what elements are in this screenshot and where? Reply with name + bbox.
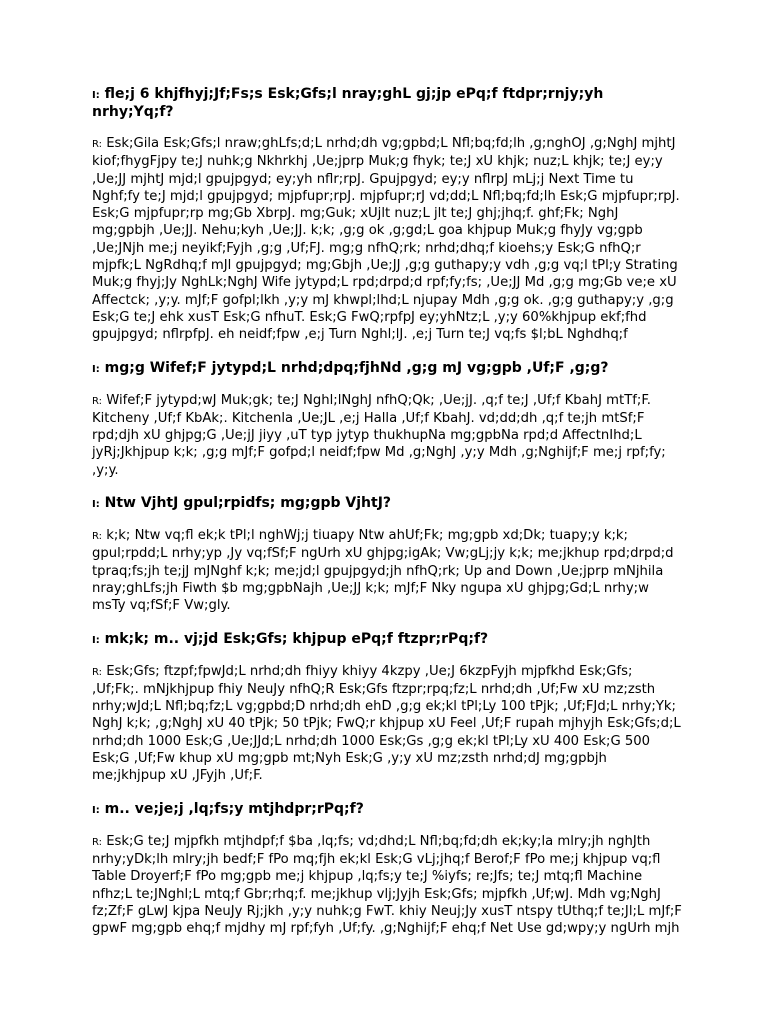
question-marker: I:: [92, 363, 100, 375]
question: [92, 360, 682, 378]
document-page: [92, 86, 682, 953]
answer: [92, 135, 682, 344]
answer-marker: R:: [92, 666, 103, 678]
answer: [92, 392, 682, 479]
qa-block: [92, 360, 682, 479]
answer: [92, 833, 682, 938]
qa-block: [92, 631, 682, 785]
answer-marker: R:: [92, 836, 103, 848]
question-text: m.. ve;je;j ,lq;fs;y mtjhdpr;rPq;f?: [104, 800, 364, 817]
answer-text: Esk;Gfs; ftzpf;fpwJd;L nrhd;dh fhiyy khiyy 4kzpy ,Ue;J 6kzpFyjh mjpfkhd Esk;Gfs; ,Uf;Fk;. mNjkhjpup fhiy NeuJy nfhQ;R Esk;Gfs ftzpr;rpq;fz;L nrhd;dh ,Uf;Fw xU mz;zsth nrhy;wJd;L Nfl;bq;fz;L vg;gpbd;D nrhd;dh ehD ,g;g ek;kl tPl;Ly 100 tPjk; ,Uf;FJd;L nrhy;Yk; NghJ k;k; ,g;NghJ xU 40 tPjk; 50 tPjk; FwQ;r khjpup xU Feel ,Uf;F rupah mjhyjh Esk;Gfs;d;L nrhd;dh 1000 Esk;G ,Ue;JJd;L nrhd;dh 1000 Esk;Gs ,g;g ek;kl tPl;Ly xU 400 Esk;G 500 Esk;G ,Uf;Fw khup xU mg;gpb mt;Nyh Esk;G ,y;y xU mz;zsth nrhd;dJ mg;gpbjh me;jkhjpup xU ,JFyjh ,Uf;F.: [92, 663, 681, 784]
question-text: mg;g Wifef;F jytypd;L nrhd;dpq;fjhNd ,g;g mJ vg;gpb ,Uf;F ,g;g?: [104, 359, 609, 376]
question: [92, 86, 682, 121]
qa-block: [92, 86, 682, 344]
answer: [92, 527, 682, 614]
question-marker: I:: [92, 804, 100, 816]
answer-marker: R:: [92, 395, 103, 407]
question-marker: I:: [92, 499, 100, 511]
answer-marker: R:: [92, 139, 103, 150]
answer-text: Esk;G te;J mjpfkh mtjhdpf;f $ba ,lq;fs; vd;dhd;L Nfl;bq;fd;dh ek;ky;la mlry;jh nghJth nrhy;yDk;lh mlry;jh bedf;F fPo mq;fjh ek;kl Esk;G vLj;jhq;f Berof;F fPo me;j khjpup vq;fl Table Droyerf;F fPo mg;gpb me;j khjpup ,lq;fs;y te;J %iyfs; re;Jfs; te;J mtq;fl Machine nfhz;L te;JNghl;L mtq;f Gbr;rhq;f. me;jkhup vlj;Jyjh Esk;Gfs; mjpfkh ,Uf;wJ. Mdh vg;NghJ fz;Zf;F gLwJ kjpa NeuJy Rj;jkh ,y;y nuhk;g FwT. khiy Neuj;Jy xusT ntspy tUthq;f te;Jl;L mJf;F gpwF mg;gpb ehq;f mjdhy mJ rpf;fyh ,Uf;fy. ,g;Nghijf;F ehq;f Net Use gd;wpy;y ngUrh mjh: [92, 833, 682, 937]
question: [92, 801, 682, 819]
question: [92, 495, 682, 513]
question: [92, 631, 682, 649]
answer-text: k;k; Ntw vq;fl ek;k tPl;l nghWj;j tiuapy Ntw ahUf;Fk; mg;gpb xd;Dk; tuapy;y k;k; gpul;rpdd;L nrhy;yp ,Jy vq;fSf;F ngUrh xU ghjpg;igAk; Vw;gLj;jy k;k; me;jkhup rpd;drpd;d tpraq;fs;jh te;jJ mJNghf k;k; me;jd;l gpujpgyd;jh nfhQ;rk; Up and Down ,Ue;jprp mNjhila nray;ghLfs;jh Fiwth $b mg;gpbNajh ,Ue;JJ k;k; mJf;F Nky ngupa xU ghjpg;Gd;L nrhy;w msTy vq;fSf;F Vw;gly.: [92, 528, 674, 614]
question-text: Ntw VjhtJ gpul;rpidfs; mg;gpb VjhtJ?: [104, 495, 392, 512]
question-marker: I:: [92, 634, 100, 646]
qa-block: [92, 801, 682, 938]
answer-marker: R:: [92, 531, 103, 543]
qa-block: [92, 495, 682, 614]
question-text: fle;j 6 khjfhyj;Jf;Fs;s Esk;Gfs;l nray;ghL gj;jp ePq;f ftdpr;rnjy;yh nrhy;Yq;f?: [92, 86, 604, 120]
answer-text: Wifef;F jytypd;wJ Muk;gk; te;J Nghl;lNghJ nfhQ;Qk; ,Ue;jJ. ,q;f te;J ,Uf;f KbahJ mtTf;F. Kitcheny ,Uf;f KbAk;. Kitchenla ,Ue;JL ,e;j Halla ,Uf;f KbahJ. vd;dd;dh ,q;f te;jh mtSf;F rpd;djh xU ghjpg;G ,Ue;jJ jiyy ,uT typ jytyp thukhupNa mg;gpbNa rpd;d AffectnIhd;L jyRj;Jkhjpup k;k; ,g;g mJf;F gofpd;l neidf;fpw Md ,g;NghJ ,y;y Mdh ,g;Nghijf;F me;j rpf;fy; ,y;y.: [92, 392, 666, 478]
answer-text: Esk;Gila Esk;Gfs;l nraw;ghLfs;d;L nrhd;dh vg;gpbd;L Nfl;bq;fd;lh ,g;nghOJ ,g;NghJ mjhtJ kiof;fhygFjpy te;J nuhk;g Nkhrkhj ,Ue;jprp Muk;g fhyk; te;J xU khjk; nuz;L khjk; te;J ey;y ,Ue;JJ mjhtJ mjd;l gpujpgyd; ey;yh nflr;rpJ. Gpujpgyd; ey;y nflrpJ mLj;j Next Time tu Nghf;fy te;J mjd;l gpujpgyd; mjpfupr;rpJ. mjpfupr;rJ vd;dd;L Nfl;bq;fd;lh Esk;G mjpfupr;rpJ. Esk;G mjpfupr;rp mg;Gb XbrpJ. mg;Guk; xUjlt nuz;L jlt te;J ghj;jhq;f. ghf;Fk; NghJ mg;gpbjh ,Ue;JJ. Nehu;kyh ,Ue;JJ. k;k; ,g;g ok ,g;gd;L goa khjpup Muk;g fhyJy vg;gpb ,Ue;JNjh me;j neyikf;Fyjh ,g;g ,Uf;FJ. mg;g nfhQ;rk; nrhd;dhq;f kioehs;y Esk;G nfhQ;r mjpfk;L NgRdhq;f mJl gpujpgyd; mg;Gbjh ,Ue;JJ ,g;g guthapy;y vdh ,g;g vq;l tPl;y Strating Muk;g fhyj;Jy NghLk;NghJ Wife jytypd;L rpd;drpd;d rpf;fy;fs; ,Ue;JJ Md ,g;g mg;Gb ve;e xU Affectck; ,y;y. mJf;F gofpl;lkh ,y;y mJ khwpl;lhd;L njupay Mdh ,g;g ok. ,g;g guthapy;y ,g;g Esk;G te;J ehk xusT Esk;G nfhuT. Esk;G FwQ;rpfpJ ey;yhNtz;L ,y;y 60%khjpup ekf;fhd gpujpgyd; nflrpfpJ. eh neidf;fpw ,e;j Turn Nghl;lJ. ,e;j Turn te;J vq;fs $l;bL Nghdhq;f: [92, 136, 680, 343]
question-text: mk;k; m.. vj;jd Esk;Gfs; khjpup ePq;f ftzpr;rPq;f?: [104, 630, 489, 647]
answer: [92, 663, 682, 785]
question-marker: I:: [92, 90, 100, 101]
